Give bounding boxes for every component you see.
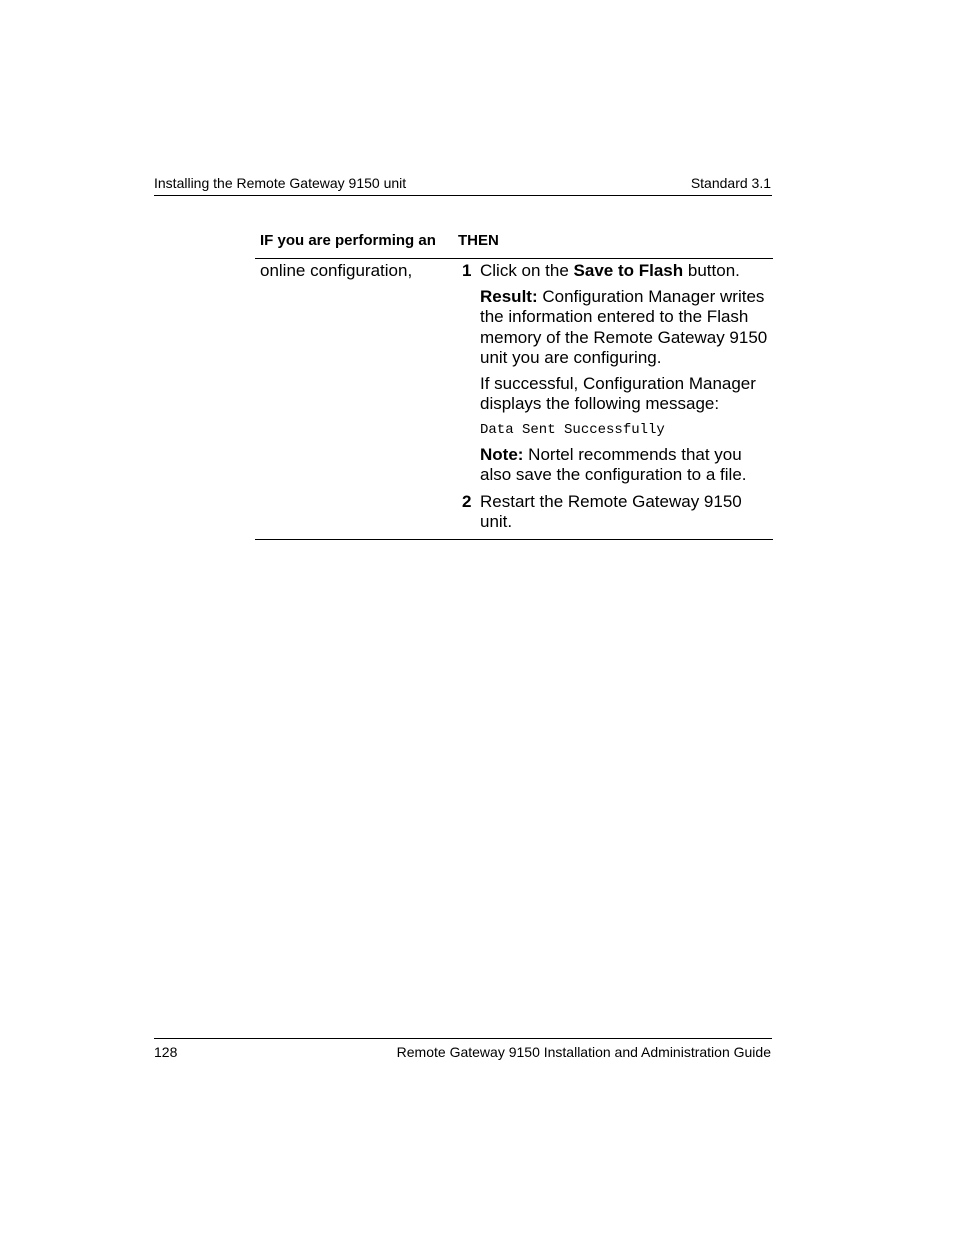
- save-to-flash-label: Save to Flash: [573, 261, 684, 280]
- table-row: [255, 259, 773, 540]
- result-label: Result:: [480, 286, 538, 306]
- success-message: Data Sent Successfully: [480, 421, 665, 438]
- step-1-result: Result: Configuration Manager writes the information entered to the Flash memory of the Remote Gateway 9150 unit you are configuring.: [480, 286, 768, 367]
- step-number: 2: [462, 491, 472, 511]
- step-number: 1: [462, 261, 472, 280]
- step-1-success: If successful, Configuration Manager displays the following message:: [480, 373, 756, 413]
- running-header: [154, 174, 772, 196]
- steps-cell: [458, 261, 773, 533]
- condition-cell: online configuration,: [260, 261, 413, 280]
- step-2: [458, 492, 773, 533]
- column-header-if: IF you are performing an: [260, 232, 436, 249]
- guide-title: Remote Gateway 9150 Installation and Administration Guide: [396, 1044, 771, 1060]
- chapter-title: Installing the Remote Gateway 9150 unit: [154, 175, 407, 191]
- running-footer: [154, 1038, 772, 1060]
- table-header-row: [255, 228, 773, 259]
- column-header-then: THEN: [458, 232, 499, 249]
- step-1: [458, 261, 773, 486]
- procedure-table: [255, 228, 773, 540]
- standard-version: Standard 3.1: [690, 175, 771, 191]
- step-2-instruction: Restart the Remote Gateway 9150 unit.: [480, 491, 742, 531]
- page-number: 128: [154, 1044, 178, 1060]
- note-label: Note:: [480, 444, 524, 464]
- step-1-note: Note: Nortel recommends that you also save the configuration to a file.: [480, 444, 747, 484]
- step-1-instruction: Click on the Save to Flash button.: [480, 261, 740, 280]
